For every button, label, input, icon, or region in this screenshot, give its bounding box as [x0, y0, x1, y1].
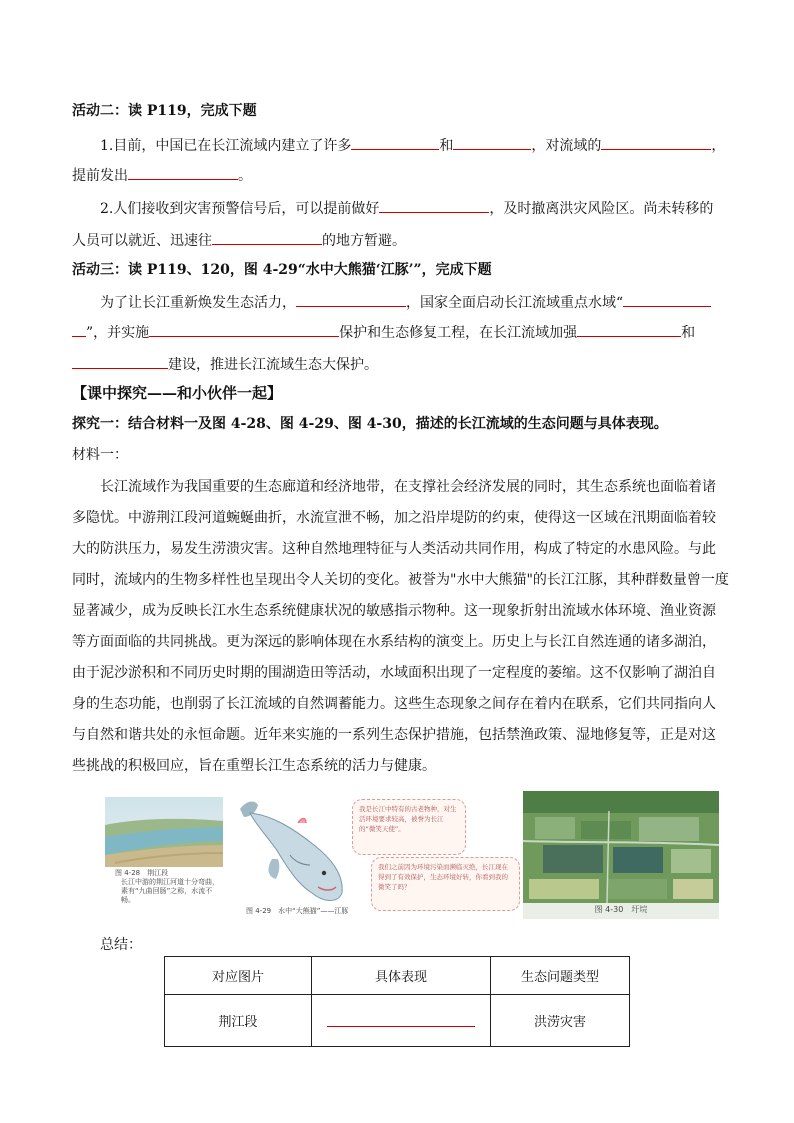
material-line: 些挑战的积极回应，旨在重塑长江生态系统的活力与健康。: [72, 758, 436, 774]
header-manifestation: 具体表现: [312, 957, 491, 995]
q2-text-d: 的地方暂避。: [322, 233, 406, 249]
q2-text-c: 人员可以就近、迅速往: [72, 233, 212, 249]
figure-4-30-polder-photo: [523, 791, 719, 919]
row1-problem-type: 洪涝灾害: [491, 995, 630, 1047]
activity2-question2-line1: [72, 196, 722, 220]
a3-text-e: 和: [681, 325, 696, 341]
figure-4-29-caption: 图 4-29 水中“大熊猫”——江豚: [246, 907, 349, 915]
answer-blank[interactable]: [601, 133, 711, 150]
activity2-question2-line2: [72, 228, 722, 252]
figure-4-30-caption: 图 4-30 圩垸: [594, 905, 648, 914]
material-line: 身的生态功能，也削弱了长江流域的自然调蓄能力。这些生态现象之间存在着内在联系，它们共同指向人: [72, 696, 716, 712]
summary-table: [164, 956, 630, 1047]
polder-aerial-image: [523, 791, 719, 903]
q1-text-b: 和: [439, 138, 454, 154]
answer-blank[interactable]: [453, 133, 531, 150]
answer-blank[interactable]: [296, 290, 406, 307]
answer-blank[interactable]: [72, 320, 86, 337]
activity3-heading: 活动三：读 P119、120，图 4-29“水中大熊猫‘江豚’”，完成下题: [72, 262, 492, 278]
inquiry1-prompt: 探究一：结合材料一及图 4-28、图 4-29、图 4-30，描述的长江流域的生态问题与具体表现。: [72, 416, 668, 432]
activity2-question1-line2: [72, 163, 722, 187]
a3-text-a: 为了让长江重新焕发生态活力，: [100, 295, 296, 311]
header-problem-type: 生态问题类型: [491, 957, 630, 995]
q2-text-a: 2.人们接收到灾害预警信号后，可以提前做好: [100, 201, 380, 217]
answer-blank[interactable]: [72, 352, 168, 369]
activity3-line3: [72, 352, 722, 376]
material-line: 显著减少，成为反映长江水生态系统健康状况的敏感指示物种。这一现象折射出流域水体环境、渔业资源: [72, 603, 716, 619]
q1-text-d: ，: [711, 138, 726, 154]
activity3-line1: [72, 290, 722, 314]
answer-blank[interactable]: [327, 1010, 475, 1027]
porpoise-icon: [232, 795, 360, 907]
section-title: 【课中探究——和小伙伴一起】: [72, 384, 283, 402]
header-picture: 对应图片: [165, 957, 312, 995]
summary-table-header-row: [165, 957, 630, 995]
activity2-question1-line1: [72, 133, 726, 157]
porpoise-speech-bubble-1: 我是长江中特有的古老物种，对生活环境要求较高，被誉为长江的“微笑天使”。: [352, 799, 466, 855]
material-label: 材料一：: [72, 447, 128, 463]
answer-blank[interactable]: [577, 320, 681, 337]
a3-text-f: 建设，推进长江流域生态大保护。: [168, 357, 378, 373]
material-line: 同时，流域内的生物多样性也呈现出令人关切的变化。被誉为"水中大熊猫"的长江江豚，其种群数量曾一度: [72, 572, 729, 588]
material-line: 长江流域作为我国重要的生态廊道和经济地带，在支撑社会经济发展的同时，其生态系统也面临着诸: [100, 479, 716, 495]
material-line: 与自然和谐共处的永恒命题。近年来实施的一系列生态保护措施，包括禁渔政策、湿地修复等，正是对这: [72, 727, 716, 743]
answer-blank[interactable]: [128, 163, 238, 180]
q2-text-b: ，及时撤离洪灾风险区。尚未转移的: [489, 201, 714, 217]
answer-blank[interactable]: [212, 228, 322, 245]
answer-blank[interactable]: [351, 133, 439, 150]
activity2-heading: 活动二：读 P119，完成下题: [72, 103, 257, 119]
figure-4-28-title: 图 4-28 荆江段: [115, 869, 169, 877]
row1-manifestation-cell: [312, 995, 491, 1047]
river-aerial-image: [105, 797, 223, 867]
activity3-line2: [72, 320, 722, 344]
material-line: 大的防洪压力，易发生涝溃灾害。这种自然地理特征与人类活动共同作用，构成了特定的水患风险。与此: [72, 541, 716, 557]
summary-label: 总结：: [100, 937, 142, 953]
answer-blank[interactable]: [379, 196, 489, 213]
a3-text-d: 保护和生态修复工程，在长江流域加强: [339, 325, 578, 341]
material-line: 由于泥沙淤积和不同历史时期的围湖造田等活动，水域面积出现了一定程度的萎缩。这不仅影响了湖泊自: [72, 665, 716, 681]
material-line: 等方面面临的共同挑战。更为深远的影响体现在水系结构的演变上。历史上与长江自然连通的诸多湖泊，: [72, 634, 716, 650]
q1-text-e: 提前发出: [72, 168, 128, 184]
q1-text-f: 。: [238, 168, 252, 184]
table-row: [165, 995, 630, 1047]
a3-text-c: ”，并实施: [86, 325, 150, 341]
a3-text-b: ，国家全面启动长江流域重点水域“: [406, 295, 624, 311]
figure-4-28-caption: [115, 869, 225, 905]
q1-text-a: 1.目前，中国已在长江流域内建立了许多: [100, 138, 352, 154]
row1-picture: 荆江段: [165, 995, 312, 1047]
answer-blank[interactable]: [149, 320, 339, 337]
porpoise-speech-bubble-2: 我们之前因为环境污染而濒临灭绝，长江现在得到了有效保护，生态环境好转，你看到我的微笑了吗？: [371, 857, 520, 911]
figure-4-28-jingjiang-photo: [105, 797, 223, 867]
q1-text-c: ，对流域的: [531, 138, 602, 154]
figure-4-28-description: 长江中游的荆江河道十分弯曲，素有“九曲回肠”之称，水流不畅。: [121, 878, 219, 904]
figure-4-29-porpoise-illustration: [232, 795, 360, 907]
material-line: 多隐忧。中游荆江段河道蜿蜒曲折，水流宣泄不畅，加之沿岸堤防的约束，使得这一区域在汛期面临着较: [72, 510, 716, 526]
answer-blank[interactable]: [623, 290, 711, 307]
